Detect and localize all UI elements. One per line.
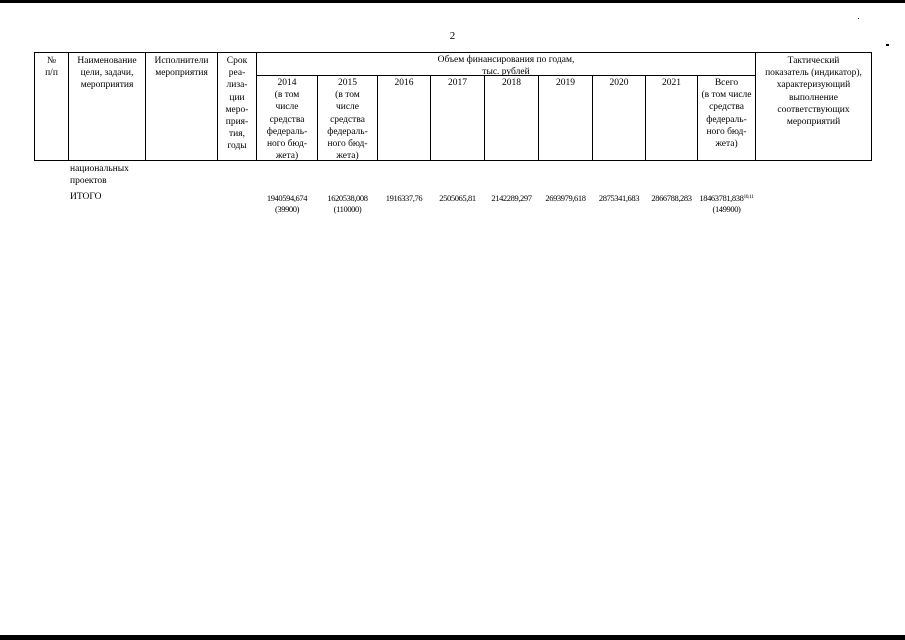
total-all-value: 18463781,838 (699, 193, 744, 203)
total-2018: 2142289,297 (491, 193, 532, 203)
total-2016: 1916337,76 (385, 193, 423, 203)
header-total: Всего (в том числе средства федераль- ного бюд- жета) (701, 78, 752, 150)
header-col-financing: Объем финансирования по годам, тыс. рублей (437, 55, 575, 78)
header-year-2021: 2021 (662, 78, 681, 88)
total-2014-federal: (39900) (274, 204, 300, 214)
header-col-term: Срок реа- лиза- ции меро- прия- тия, годы (225, 56, 249, 152)
header-col-name: Наименование цели, задачи, мероприятия (77, 56, 137, 91)
total-2020: 2875341,683 (598, 193, 640, 203)
header-year-2018: 2018 (502, 78, 521, 88)
total-all-years (698, 193, 755, 215)
continuation-text: национальных проектов (70, 164, 129, 187)
total-2015-federal: (110000) (333, 204, 362, 214)
header-col-indicator: Тактический показатель (индикатор), характеризующий выполнение соответствующих мероприятий (765, 56, 862, 128)
header-year-2015: 2015 (в том числе средства федераль- ного бюд- жета) (327, 78, 368, 162)
total-2015 (318, 193, 377, 215)
header-year-2019: 2019 (556, 78, 575, 88)
total-all-federal: (149900) (712, 204, 741, 214)
page-number: 2 (449, 30, 456, 42)
header-col-executors: Исполнители мероприятия (154, 56, 209, 79)
header-year-2014: 2014 (в том числе средства федераль- ного бюд- жета) (266, 78, 308, 162)
header-year-2016: 2016 (394, 78, 414, 88)
total-2019: 2693979,618 (545, 193, 586, 203)
total-footnote-ref: 10,11 (743, 194, 754, 200)
header-year-2017: 2017 (448, 78, 467, 88)
header-col-number: № п/п (45, 56, 58, 79)
total-2014 (257, 193, 317, 215)
header-year-2020: 2020 (609, 78, 629, 88)
total-2021: 2866788,283 (651, 193, 692, 203)
total-2017: 2505065,81 (439, 193, 476, 203)
total-2014-value: 1940594,674 (266, 193, 308, 203)
total-row-label: ИТОГО (70, 192, 102, 202)
total-2015-value: 1620538,008 (327, 193, 368, 203)
